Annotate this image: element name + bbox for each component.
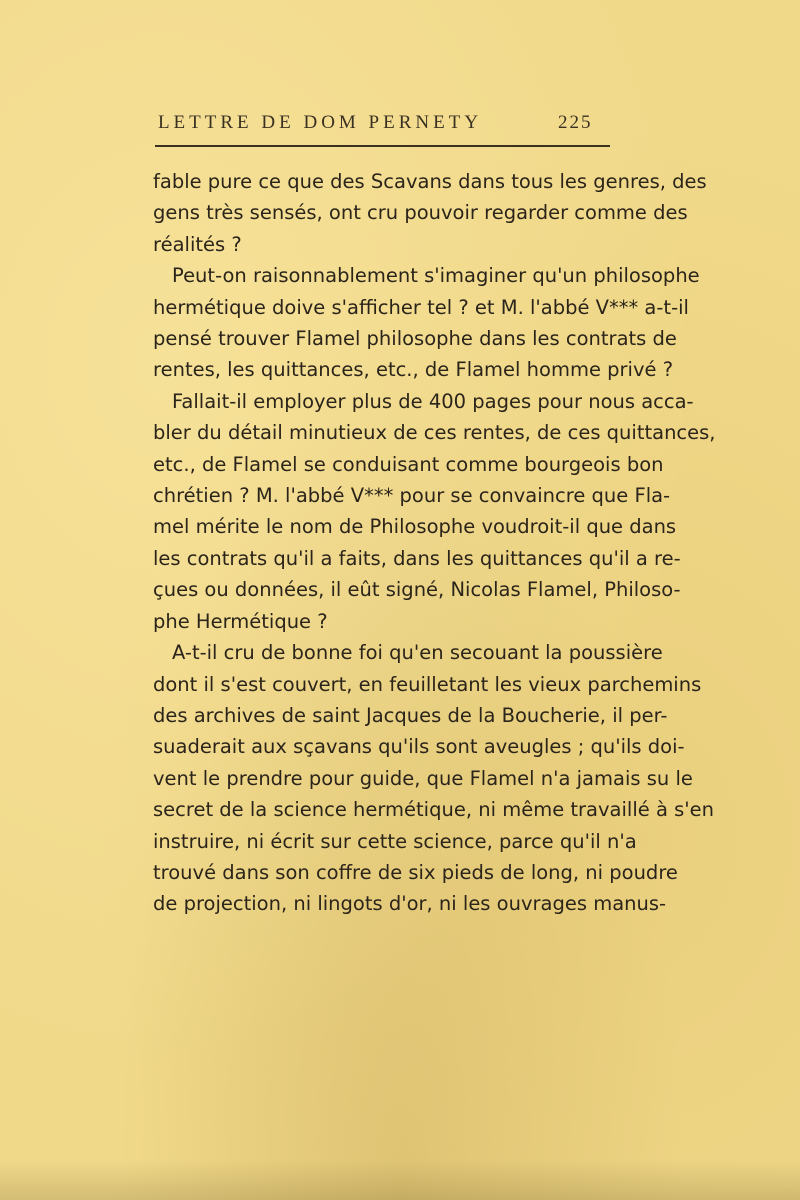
text-line: phe Hermétique ? [153, 609, 328, 633]
text-line: etc., de Flamel se conduisant comme bourgeois bon [153, 452, 664, 476]
text-line: vent le prendre pour guide, que Flamel n'a jamais su le [153, 766, 693, 790]
text-line: hermétique doive s'afficher tel ? et M. l'abbé V*** a-t-il [153, 295, 689, 319]
text-line: gens très sensés, ont cru pouvoir regarder comme des [153, 201, 688, 225]
text-line: suaderait aux sçavans qu'ils sont aveugles ; qu'ils doi- [153, 735, 685, 759]
text-line: réalités ? [153, 232, 242, 256]
text-line: pensé trouver Flamel philosophe dans les contrats de [153, 327, 677, 351]
text-line: les contrats qu'il a faits, dans les quittances qu'il a re- [153, 546, 681, 570]
text-line: instruire, ni écrit sur cette science, parce qu'il n'a [153, 829, 637, 853]
text-line: de projection, ni lingots d'or, ni les ouvrages manus- [153, 892, 667, 916]
text-line: fable pure ce que des Scavans dans tous les genres, des [153, 170, 707, 193]
text-line: Fallait-il employer plus de 400 pages pour nous acca- [172, 389, 694, 413]
text-line: des archives de saint Jacques de la Boucherie, il per- [153, 703, 668, 727]
text-line: bler du détail minutieux de ces rentes, de ces quittances, [153, 421, 716, 445]
text-line: rentes, les quittances, etc., de Flamel homme privé ? [153, 358, 674, 382]
text-line: A-t-il cru de bonne foi qu'en secouant la poussière [172, 641, 663, 665]
text-line: trouvé dans son coffre de six pieds de long, ni poudre [153, 860, 678, 884]
text-line: secret de la science hermétique, ni même travaillé à s'en [153, 798, 714, 822]
text-line: chrétien ? M. l'abbé V*** pour se convaincre que Fla- [153, 484, 671, 508]
running-title: LETTRE DE DOM PERNETY [157, 112, 483, 133]
text-line: dont il s'est couvert, en feuilletant les vieux parchemins [153, 672, 702, 696]
text-line: mel mérite le nom de Philosophe voudroit-il que dans [153, 515, 677, 539]
page-number: 225 [558, 112, 593, 133]
body-text [153, 166, 716, 920]
header-rule [155, 145, 610, 147]
page-header [0, 112, 800, 140]
text-line: Peut-on raisonnablement s'imaginer qu'un philosophe [172, 264, 700, 288]
text-line: çues ou données, il eût signé, Nicolas Flamel, Philoso- [153, 578, 681, 602]
page-bottom-shadow [0, 1160, 800, 1200]
